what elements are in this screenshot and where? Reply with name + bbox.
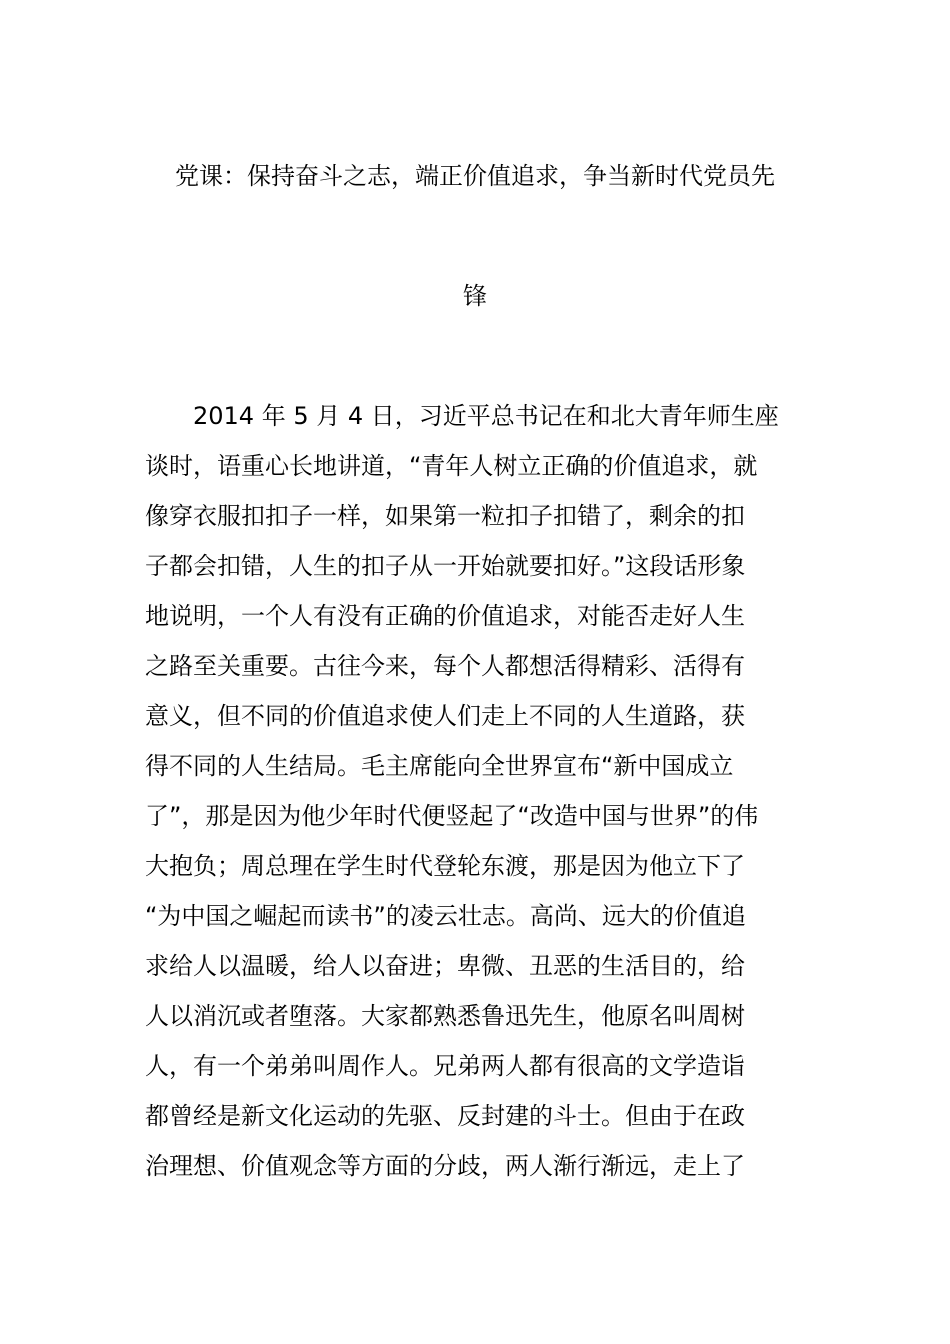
body-line-7: 意义，但不同的价值追求使人们走上不同的人生道路，获 (145, 702, 745, 730)
body-line-3: 像穿衣服扣扣子一样，如果第一粒扣子扣错了，剩余的扣 (145, 502, 745, 530)
body-line-8: 得不同的人生结局。毛主席能向全世界宣布“新中国成立 (145, 752, 734, 780)
body-line-9: 了”，那是因为他少年时代便竖起了“改造中国与世界”的伟 (145, 802, 759, 830)
body-line-4: 子都会扣错，人生的扣子从一开始就要扣好。”这段话形象 (145, 552, 746, 580)
body-line-1: 2014 年 5 月 4 日，习近平总书记在和北大青年师生座 (193, 402, 779, 430)
body-line-15: 都曾经是新文化运动的先驱、反封建的斗士。但由于在政 (145, 1102, 745, 1130)
body-line-5: 地说明，一个人有没有正确的价值追求，对能否走好人生 (145, 602, 745, 630)
body-line-16: 治理想、价值观念等方面的分歧，两人渐行渐远，走上了 (145, 1152, 745, 1180)
document-title-line-2: 锋 (463, 282, 487, 310)
document-title-line-1: 党课：保持奋斗之志，端正价值追求，争当新时代党员先 (175, 162, 775, 190)
body-line-6: 之路至关重要。古往今来，每个人都想活得精彩、活得有 (145, 652, 745, 680)
body-line-13: 人以消沉或者堕落。大家都熟悉鲁迅先生，他原名叫周树 (145, 1002, 745, 1030)
body-line-10: 大抱负；周总理在学生时代登轮东渡，那是因为他立下了 (145, 852, 745, 880)
body-line-14: 人，有一个弟弟叫周作人。兄弟两人都有很高的文学造诣 (145, 1052, 745, 1080)
body-line-12: 求给人以温暖，给人以奋进；卑微、丑恶的生活目的，给 (145, 952, 745, 980)
body-line-11: “为中国之崛起而读书”的凌云壮志。高尚、远大的价值追 (145, 902, 746, 930)
body-line-2: 谈时，语重心长地讲道，“青年人树立正确的价值追求，就 (145, 452, 758, 480)
